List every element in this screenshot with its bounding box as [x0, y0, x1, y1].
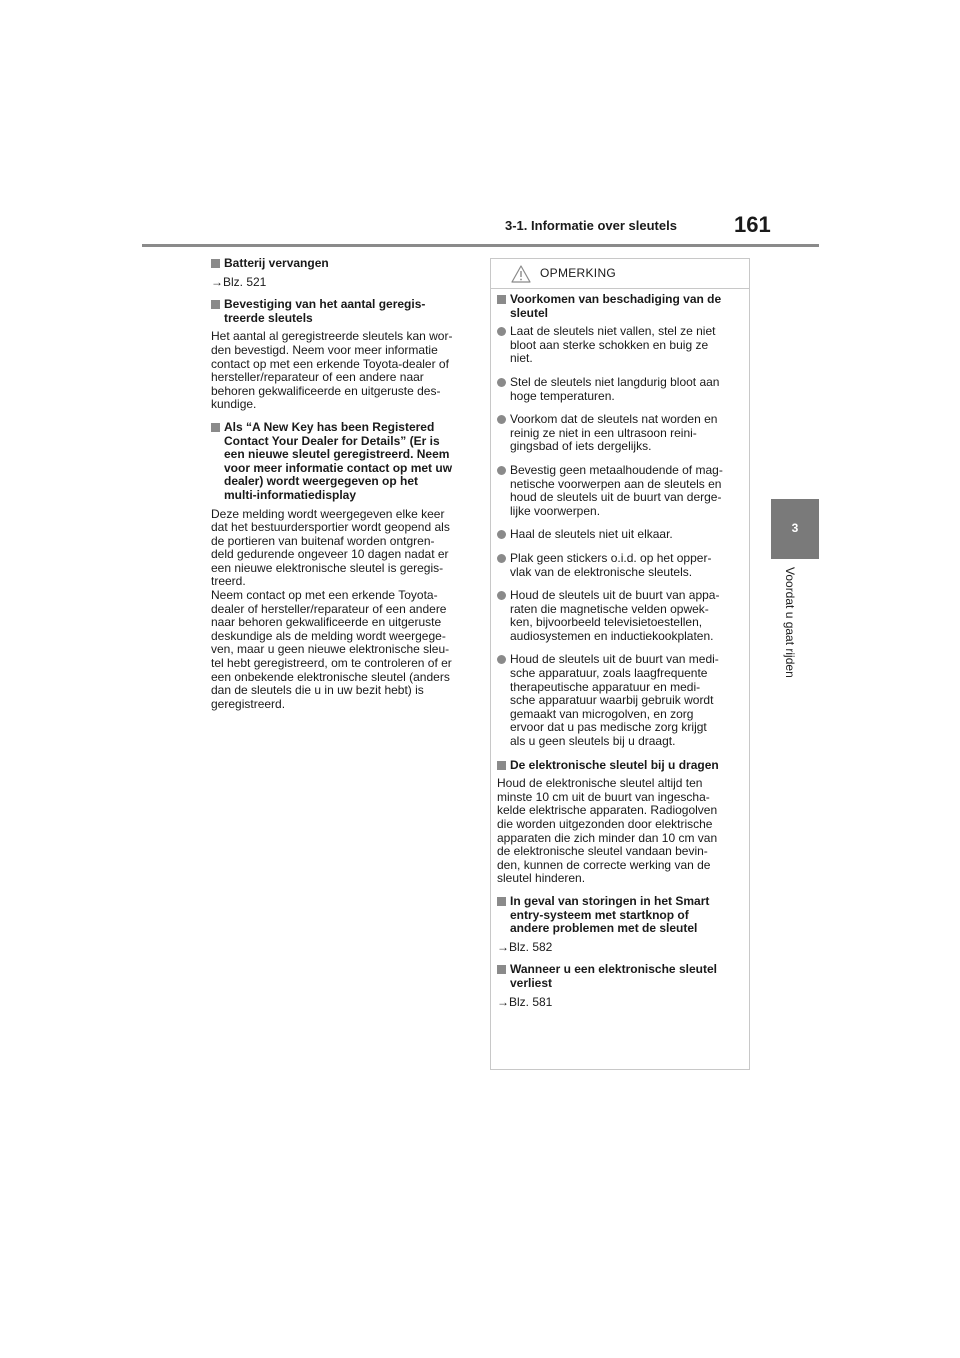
- round-bullet-icon: [497, 466, 506, 475]
- paragraph-key-count: Het aantal al geregistreerde sleutels kan wor- den bevestigd. Neem voor meer informatie contact op met een erkende Toyota-dealer of hersteller/reparateur of een andere naar behoren gekwalificeerde en uitgeruste des- kundige.: [211, 329, 453, 412]
- page-reference: →Blz. 581: [497, 994, 553, 1009]
- note-content: [497, 293, 739, 1018]
- round-bullet-icon: [497, 655, 506, 664]
- list-item: Stel de sleutels niet langdurig bloot aan hoge temperaturen.: [497, 376, 739, 403]
- heading-malfunction: In geval van storingen in het Smart entry-systeem met startknop of andere problemen met de sleutel: [497, 895, 739, 936]
- header-rule: [142, 244, 819, 247]
- page-reference: →Blz. 521: [211, 274, 267, 289]
- round-bullet-icon: [497, 415, 506, 424]
- chapter-tab: [771, 499, 819, 559]
- list-item: Voorkom dat de sleutels nat worden en reinig ze niet in een ultrasoon reini- gingsbad of iets dergelijks.: [497, 413, 739, 454]
- square-bullet-icon: [497, 897, 506, 906]
- page-number: 161: [734, 212, 771, 237]
- square-bullet-icon: [497, 965, 506, 974]
- list-item: Laat de sleutels niet vallen, stel ze niet bloot aan sterke schokken en buig ze niet.: [497, 325, 739, 366]
- list-item: Houd de sleutels uit de buurt van medi- sche apparatuur, zoals laagfrequente therapeutische apparatuur en medi- sche apparatuur waarbij gebruik wordt gemaakt van microgolven, en zorg ervoor dat u pas medische zorg krijgt als u geen sleutels bij u draagt.: [497, 653, 739, 748]
- list-item: Bevestig geen metaalhoudende of mag- netische voorwerpen aan de sleutels en houd de sleutels uit de buurt van derge- lijke voorwerpen.: [497, 464, 739, 518]
- note-header: [491, 259, 749, 289]
- note-title: OPMERKING: [540, 266, 617, 280]
- left-column: [211, 257, 467, 720]
- heading-key-count: Bevestiging van het aantal geregis- treerde sleutels: [211, 298, 467, 325]
- list-item: Houd de sleutels uit de buurt van appa- raten die magnetische velden opwek- ken, bijvoorbeeld televisietoestellen, audiosystemen en inductiekookplaten.: [497, 589, 739, 643]
- square-bullet-icon: [211, 259, 220, 268]
- heading-key-damage: Voorkomen van beschadiging van de sleutel: [497, 293, 739, 320]
- square-bullet-icon: [497, 295, 506, 304]
- round-bullet-icon: [497, 554, 506, 563]
- square-bullet-icon: [497, 761, 506, 770]
- paragraph-new-key-message: Deze melding wordt weergegeven elke keer dat het bestuurdersportier wordt geopend als de portieren van buitenaf worden ontgren- deld gedurende ongeveer 10 dagen nadat er een nieuwe elektronische sleutel is geregis- treerd. Neem contact op met een erkende Toyota- dealer of hersteller/reparateur of een andere naar behoren gekwalificeerde en uitgeruste deskundige als de melding wordt weergege- ven, maar u geen nieuwe elektronische sleu- tel hebt geregistreerd, om te controleren of er een onbekende elektronische sleutel (anders dan de sleutels die u in uw bezit hebt) is geregistreerd.: [211, 506, 452, 711]
- round-bullet-icon: [497, 327, 506, 336]
- chapter-label: Voordat u gaat rijden: [783, 567, 797, 678]
- square-bullet-icon: [211, 423, 220, 432]
- round-bullet-icon: [497, 378, 506, 387]
- paragraph-carry-key: Houd de elektronische sleutel altijd ten minste 10 cm uit de buurt van ingescha- kelde elektrische apparaten. Radiogolven die worden uitgezonden door elektrische apparaten die zich minder dan 10 cm van de elektronische sleutel vandaan bevin- den, kunnen de correcte werking van de sleutel hinderen.: [497, 776, 718, 886]
- heading-carry-key: De elektronische sleutel bij u dragen: [497, 759, 739, 773]
- note-box: [490, 258, 750, 1070]
- page-reference: →Blz. 582: [497, 939, 553, 954]
- list-item: Haal de sleutels niet uit elkaar.: [497, 528, 739, 542]
- heading-new-key-message: Als “A New Key has been Registered Contact Your Dealer for Details” (Er is een nieuwe sleutel geregistreerd. Neem voor meer informatie contact op met uw dealer) wordt weergegeven op het multi-informatiedisplay: [211, 421, 467, 503]
- warning-triangle-icon: [511, 265, 531, 283]
- list-item: Plak geen stickers o.i.d. op het opper- vlak van de elektronische sleutels.: [497, 552, 739, 579]
- square-bullet-icon: [211, 300, 220, 309]
- heading-battery: Batterij vervangen: [211, 257, 467, 271]
- round-bullet-icon: [497, 591, 506, 600]
- section-title: 3-1. Informatie over sleutels: [505, 218, 677, 233]
- heading-lost-key: Wanneer u een elektronische sleutel verliest: [497, 963, 739, 990]
- round-bullet-icon: [497, 530, 506, 539]
- chapter-number: 3: [791, 521, 799, 535]
